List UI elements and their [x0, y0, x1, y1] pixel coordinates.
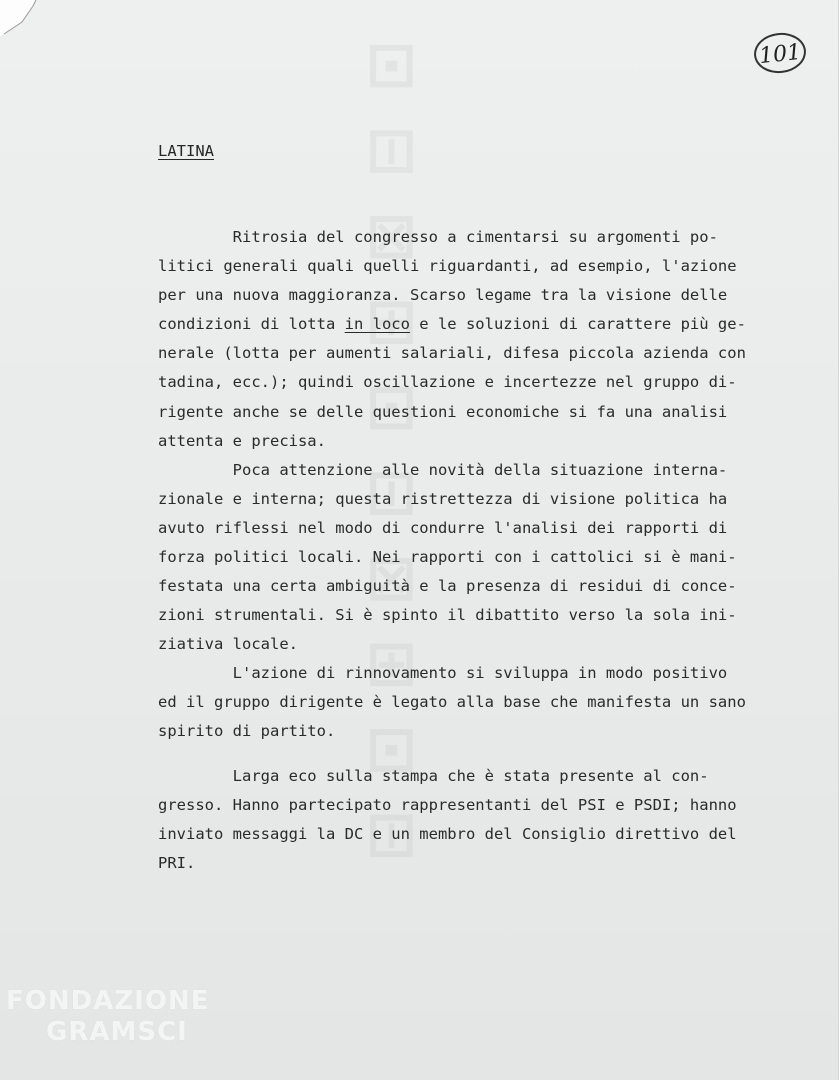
- text-line: nerale (lotta per aumenti salariali, difesa piccola azienda con: [158, 344, 746, 362]
- text-line: Poca attenzione alle novità della situazione interna-: [158, 461, 728, 479]
- text-line: ziativa locale.: [158, 635, 298, 653]
- text-line: litici generali quali quelli riguardanti, ad esempio, l'azione: [158, 257, 737, 275]
- text-line: rigente anche se delle questioni economiche si fa una analisi: [158, 403, 728, 421]
- underlined-phrase: in loco: [344, 315, 410, 333]
- text-line: forza politici locali. Nei rapporti con i cattolici si è mani-: [158, 548, 737, 566]
- text-line: festata una certa ambiguità e la presenza di residui di conce-: [158, 577, 737, 595]
- text-line: tadina, ecc.); quindi oscillazione e incertezze nel gruppo di-: [158, 373, 737, 391]
- document-title: LATINA: [158, 142, 214, 160]
- text-line: [158, 315, 746, 333]
- text-line: zioni strumentali. Si è spinto il dibattito verso la sola ini-: [158, 606, 737, 624]
- text-line: L'azione di rinnovamento si sviluppa in modo positivo: [158, 664, 728, 682]
- archive-logo-line2: GRAMSCI: [46, 1017, 188, 1047]
- archive-logo: [6, 985, 210, 1075]
- text-fragment: condizioni di lotta: [158, 315, 345, 333]
- text-line: Larga eco sulla stampa che è stata presente al con-: [158, 767, 709, 785]
- folded-corner: [0, 0, 40, 40]
- text-line: avuto riflessi nel modo di condurre l'analisi dei rapporti di: [158, 519, 728, 537]
- text-line: Ritrosia del congresso a cimentarsi su argomenti po-: [158, 228, 718, 246]
- text-line: PRI.: [158, 854, 196, 872]
- text-line: gresso. Hanno partecipato rappresentanti del PSI e PSDI; hanno: [158, 796, 737, 814]
- text-line: spirito di partito.: [158, 722, 336, 740]
- text-fragment: e le soluzioni di carattere più ge-: [409, 315, 746, 333]
- archive-logo-line1: FONDAZIONE: [6, 986, 210, 1016]
- text-line: per una nuova maggioranza. Scarso legame tra la visione delle: [158, 286, 728, 304]
- text-line: inviato messaggi la DC e un membro del Consiglio direttivo del: [158, 825, 737, 843]
- page-number-stamp: 101: [752, 30, 808, 75]
- text-line: ed il gruppo dirigente è legato alla base che manifesta un sano: [158, 693, 746, 711]
- text-line: zionale e interna; questa ristrettezza di visione politica ha: [158, 490, 728, 508]
- text-line: attenta e precisa.: [158, 432, 326, 450]
